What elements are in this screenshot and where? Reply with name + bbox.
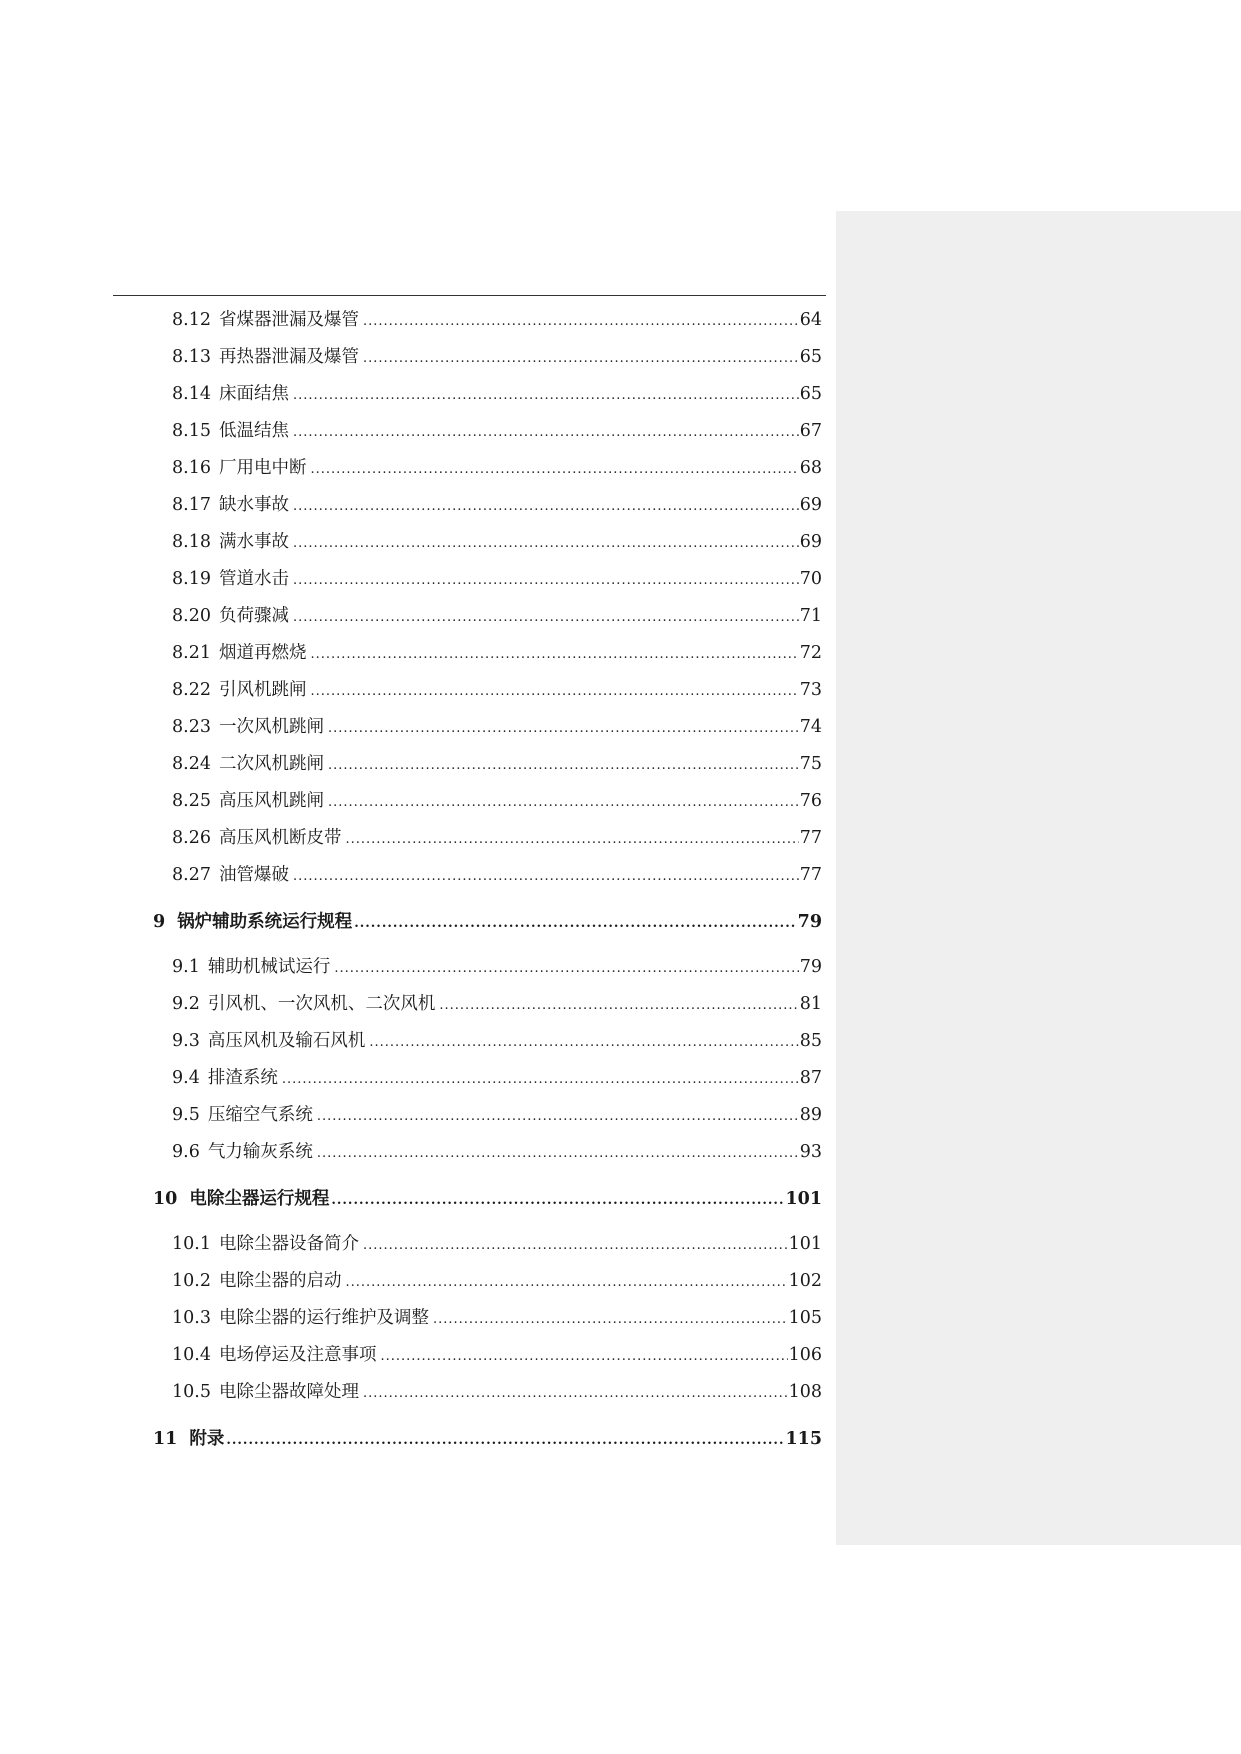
toc-dot-leader bbox=[363, 1384, 788, 1404]
toc-entry[interactable] bbox=[172, 1308, 822, 1328]
toc-entry-page: 69 bbox=[799, 495, 822, 515]
toc-entry-title: 缺水事故 bbox=[218, 495, 289, 515]
toc-entry[interactable] bbox=[172, 1382, 822, 1402]
toc-entry-title: 引风机跳闸 bbox=[218, 680, 307, 700]
toc-entry-page: 87 bbox=[799, 1068, 822, 1088]
toc-entry-number: 8.14 bbox=[172, 384, 211, 404]
toc-entry-title: 电场停运及注意事项 bbox=[218, 1345, 377, 1365]
toc-entry-number: 8.19 bbox=[172, 569, 211, 589]
toc-entry-page: 79 bbox=[799, 957, 822, 977]
toc-entry[interactable] bbox=[172, 347, 822, 367]
toc-entry-title: 油管爆破 bbox=[218, 865, 289, 885]
toc-entry-number: 8.24 bbox=[172, 754, 211, 774]
toc-entry[interactable] bbox=[172, 1142, 822, 1162]
toc-entry-page: 71 bbox=[799, 606, 822, 626]
toc-entry-title: 电除尘器故障处理 bbox=[218, 1382, 359, 1402]
toc-entry-page: 108 bbox=[788, 1382, 822, 1402]
toc-entry-title: 一次风机跳闸 bbox=[218, 717, 324, 737]
toc-entry[interactable] bbox=[172, 384, 822, 404]
toc-dot-leader bbox=[345, 830, 798, 850]
toc-entry[interactable] bbox=[172, 532, 822, 552]
toc-entry[interactable] bbox=[172, 421, 822, 441]
toc-dot-leader bbox=[310, 645, 798, 665]
toc-dot-leader bbox=[310, 460, 798, 480]
toc-entry-number: 10.4 bbox=[172, 1345, 211, 1365]
toc-dot-leader bbox=[317, 1144, 799, 1164]
toc-entry[interactable] bbox=[172, 569, 822, 589]
toc-entry-page: 72 bbox=[799, 643, 822, 663]
toc-entry-page: 68 bbox=[799, 458, 822, 478]
toc-entry-title: 辅助机械试运行 bbox=[207, 957, 331, 977]
toc-dot-leader bbox=[369, 1033, 798, 1053]
toc-dot-leader bbox=[310, 682, 798, 702]
toc-dot-leader bbox=[334, 959, 798, 979]
toc-entry-page: 115 bbox=[785, 1429, 822, 1449]
toc-entry-number: 8.18 bbox=[172, 532, 211, 552]
toc-entry[interactable] bbox=[172, 957, 822, 977]
toc-entry-title: 电除尘器的启动 bbox=[218, 1271, 342, 1291]
toc-entry-title: 省煤器泄漏及爆管 bbox=[218, 310, 359, 330]
toc-dot-leader bbox=[345, 1273, 787, 1293]
toc-entry-number: 9.3 bbox=[172, 1031, 200, 1051]
toc-entry-page: 105 bbox=[788, 1308, 822, 1328]
toc-entry-number: 9.6 bbox=[172, 1142, 200, 1162]
toc-dot-leader bbox=[433, 1310, 788, 1330]
toc-entry-title: 高压风机跳闸 bbox=[218, 791, 324, 811]
toc-entry-title: 压缩空气系统 bbox=[207, 1105, 313, 1125]
toc-entry-number: 8.17 bbox=[172, 495, 211, 515]
toc-entry-number: 8.23 bbox=[172, 717, 211, 737]
toc-dot-leader bbox=[293, 867, 799, 887]
toc-entry-number: 9.1 bbox=[172, 957, 200, 977]
toc-entry-title: 锅炉辅助系统运行规程 bbox=[177, 912, 353, 932]
toc-entry-number: 8.27 bbox=[172, 865, 211, 885]
toc-dot-leader bbox=[293, 608, 799, 628]
toc-entry-number: 10 bbox=[153, 1189, 178, 1209]
toc-entry-title: 满水事故 bbox=[218, 532, 289, 552]
toc-entry-title: 二次风机跳闸 bbox=[218, 754, 324, 774]
toc-entry-number: 10.2 bbox=[172, 1271, 211, 1291]
toc-entry-title: 管道水击 bbox=[218, 569, 289, 589]
toc-dot-leader bbox=[363, 1236, 788, 1256]
toc-dot-leader bbox=[226, 1431, 784, 1451]
toc-dot-leader bbox=[328, 719, 799, 739]
toc-entry-page: 64 bbox=[799, 310, 822, 330]
toc-entry-title: 高压风机断皮带 bbox=[218, 828, 342, 848]
toc-entry-title: 再热器泄漏及爆管 bbox=[218, 347, 359, 367]
toc-entry[interactable] bbox=[172, 643, 822, 663]
toc-entry[interactable] bbox=[172, 680, 822, 700]
toc-entry-number: 10.3 bbox=[172, 1308, 211, 1328]
toc-entry-title: 负荷骤减 bbox=[218, 606, 289, 626]
toc-dot-leader bbox=[439, 996, 798, 1016]
toc-entry-page: 76 bbox=[799, 791, 822, 811]
toc-entry[interactable] bbox=[172, 1105, 822, 1125]
toc-entry-number: 8.22 bbox=[172, 680, 211, 700]
toc-entry-title: 电除尘器设备简介 bbox=[218, 1234, 359, 1254]
toc-entry-page: 75 bbox=[799, 754, 822, 774]
toc-entry[interactable] bbox=[172, 606, 822, 626]
toc-entry[interactable] bbox=[172, 1271, 822, 1291]
toc-entry-title: 烟道再燃烧 bbox=[218, 643, 307, 663]
toc-entry-number: 9 bbox=[153, 912, 166, 932]
toc-entry-number: 8.26 bbox=[172, 828, 211, 848]
toc-entry-title: 电除尘器运行规程 bbox=[189, 1189, 330, 1209]
toc-dot-leader bbox=[282, 1070, 799, 1090]
toc-entry[interactable] bbox=[172, 310, 822, 330]
toc-entry-page: 67 bbox=[799, 421, 822, 441]
toc-entry-page: 89 bbox=[799, 1105, 822, 1125]
toc-entry[interactable] bbox=[172, 1031, 822, 1051]
toc-entry-number: 10.1 bbox=[172, 1234, 211, 1254]
toc-entry-page: 74 bbox=[799, 717, 822, 737]
toc-entry[interactable] bbox=[172, 754, 822, 774]
toc-entry-title: 电除尘器的运行维护及调整 bbox=[218, 1308, 429, 1328]
toc-dot-leader bbox=[363, 349, 799, 369]
toc-entry-page: 77 bbox=[799, 865, 822, 885]
toc-dot-leader bbox=[293, 571, 799, 591]
toc-entry[interactable] bbox=[172, 1068, 822, 1088]
toc-entry-page: 73 bbox=[799, 680, 822, 700]
toc-entry-number: 8.25 bbox=[172, 791, 211, 811]
toc-dot-leader bbox=[328, 793, 799, 813]
toc-entry-page: 101 bbox=[788, 1234, 822, 1254]
toc-entry[interactable] bbox=[172, 1234, 822, 1254]
toc-entry-title: 引风机、一次风机、二次风机 bbox=[207, 994, 436, 1014]
toc-entry[interactable] bbox=[172, 865, 822, 885]
toc-entry-number: 10.5 bbox=[172, 1382, 211, 1402]
toc-entry-number: 11 bbox=[153, 1429, 178, 1449]
toc-dot-leader bbox=[328, 756, 799, 776]
toc-entry-page: 65 bbox=[799, 347, 822, 367]
toc-entry-number: 8.20 bbox=[172, 606, 211, 626]
toc-entry-number: 8.15 bbox=[172, 421, 211, 441]
toc-entry-number: 8.21 bbox=[172, 643, 211, 663]
toc-entry-title: 低温结焦 bbox=[218, 421, 289, 441]
toc-entry-page: 69 bbox=[799, 532, 822, 552]
toc-dot-leader bbox=[293, 497, 799, 517]
toc-dot-leader bbox=[293, 423, 799, 443]
toc-entry[interactable] bbox=[172, 1345, 822, 1365]
toc-entry-number: 8.12 bbox=[172, 310, 211, 330]
toc-entry-page: 81 bbox=[799, 994, 822, 1014]
toc-dot-leader bbox=[317, 1107, 799, 1127]
toc-entry-number: 9.2 bbox=[172, 994, 200, 1014]
toc-entry-title: 附录 bbox=[189, 1429, 225, 1449]
toc-entry[interactable] bbox=[172, 994, 822, 1014]
toc-dot-leader bbox=[293, 534, 799, 554]
toc-entry-page: 79 bbox=[797, 912, 822, 932]
toc-section-entry[interactable] bbox=[153, 1189, 822, 1209]
toc-entry-page: 102 bbox=[788, 1271, 822, 1291]
toc-entry[interactable] bbox=[172, 717, 822, 737]
toc-entry-page: 65 bbox=[799, 384, 822, 404]
toc-entry-page: 101 bbox=[785, 1189, 822, 1209]
toc-dot-leader bbox=[354, 914, 796, 934]
toc-entry-page: 93 bbox=[799, 1142, 822, 1162]
toc-entry-page: 77 bbox=[799, 828, 822, 848]
toc-entry[interactable] bbox=[172, 495, 822, 515]
toc-dot-leader bbox=[363, 312, 799, 332]
toc-entry-title: 床面结焦 bbox=[218, 384, 289, 404]
toc-dot-leader bbox=[293, 386, 799, 406]
toc-entry-number: 8.16 bbox=[172, 458, 211, 478]
toc-entry-title: 气力输灰系统 bbox=[207, 1142, 313, 1162]
toc-dot-leader bbox=[380, 1347, 787, 1367]
toc-entry-page: 106 bbox=[788, 1345, 822, 1365]
toc-entry-number: 8.13 bbox=[172, 347, 211, 367]
toc-section-entry[interactable] bbox=[153, 912, 822, 932]
toc-entry-number: 9.5 bbox=[172, 1105, 200, 1125]
toc-entry-page: 85 bbox=[799, 1031, 822, 1051]
toc-entry-page: 70 bbox=[799, 569, 822, 589]
toc-entry-title: 高压风机及输石风机 bbox=[207, 1031, 366, 1051]
toc-entry-number: 9.4 bbox=[172, 1068, 200, 1088]
toc-section-entry[interactable] bbox=[153, 1429, 822, 1449]
toc-entry-title: 排渣系统 bbox=[207, 1068, 278, 1088]
toc-dot-leader bbox=[331, 1191, 784, 1211]
toc-entry[interactable] bbox=[172, 791, 822, 811]
toc-entry[interactable] bbox=[172, 828, 822, 848]
toc-entry[interactable] bbox=[172, 458, 822, 478]
toc-entry-title: 厂用电中断 bbox=[218, 458, 307, 478]
